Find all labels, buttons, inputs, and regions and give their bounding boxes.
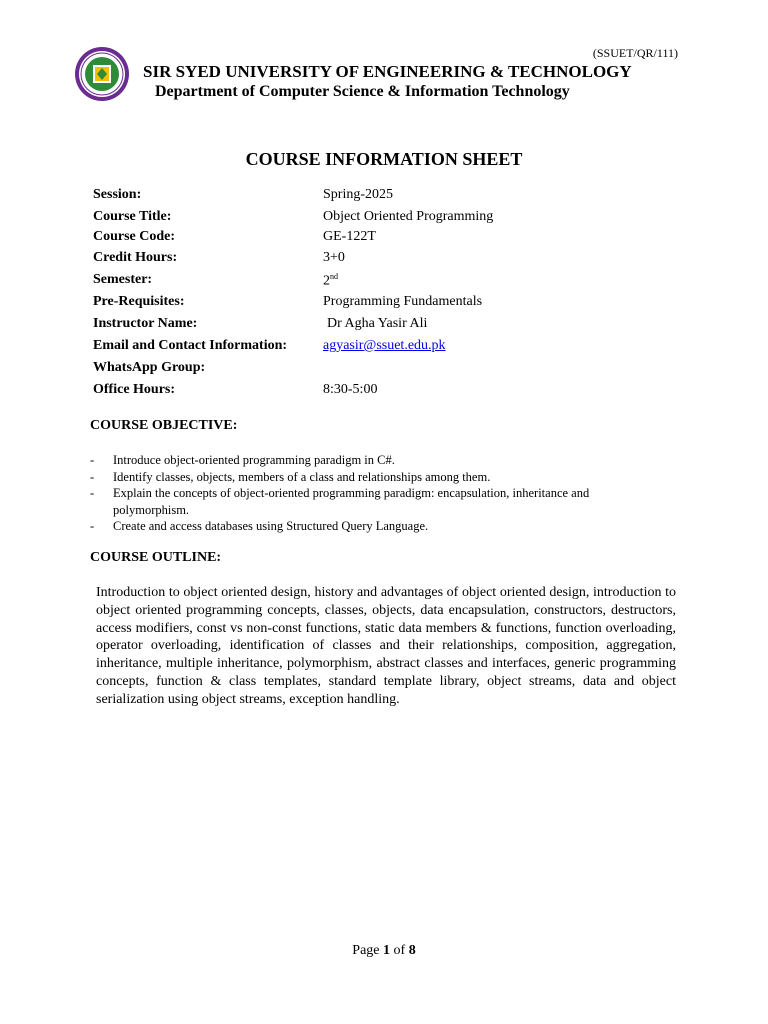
prerequisites-value: Programming Fundamentals — [323, 294, 483, 309]
whatsapp-row — [93, 360, 693, 382]
session-value: Spring-2025 — [323, 187, 393, 202]
office-hours-value: 8:30-5:00 — [323, 382, 378, 397]
whatsapp-label: WhatsApp Group: — [93, 360, 206, 375]
course-outline-text: Introduction to object oriented design, history and advantages of object oriented design, introduction to object oriented programming concepts, classes, objects, data encapsulation, constructors, destructors, access modifiers, const vs non-const functions, static data members & functions, function overloading, operator overloading, identification of classes and their relationships, composition, aggregation, inheritance, multiple inheritance, polymorphism, abstract classes and interfaces, generic programming concepts, function & class templates, standard template library, object streams, data and object serialization using object streams, exception handling. — [96, 585, 676, 707]
credit-hours-row — [93, 250, 693, 272]
prerequisites-label: Pre-Requisites: — [93, 294, 185, 309]
current-page: 1 — [383, 943, 391, 958]
university-name: SIR SYED UNIVERSITY OF ENGINEERING & TECHNOLOGY — [143, 62, 632, 81]
office-hours-label: Office Hours: — [93, 382, 176, 397]
form-reference: (SSUET/QR/111) — [592, 46, 678, 60]
list-item: - Create and access databases using Structured Query Language. — [90, 518, 650, 535]
department-name: Department of Computer Science & Information Technology — [155, 83, 570, 100]
session-label: Session: — [93, 187, 142, 202]
total-pages: 8 — [408, 943, 416, 958]
semester-suffix: nd — [330, 272, 338, 281]
page-word: Page — [352, 943, 380, 958]
course-outline-heading: COURSE OUTLINE: — [90, 550, 222, 565]
course-info-table — [93, 187, 693, 404]
semester-number: 2 — [323, 273, 330, 289]
course-objective-heading: COURSE OBJECTIVE: — [90, 418, 238, 433]
credit-hours-label: Credit Hours: — [93, 250, 178, 265]
prerequisites-row — [93, 294, 693, 316]
course-code-label: Course Code: — [93, 229, 176, 244]
semester-row — [93, 272, 693, 294]
semester-label: Semester: — [93, 272, 153, 287]
instructor-label: Instructor Name: — [93, 316, 198, 331]
course-code-value: GE-122T — [323, 229, 376, 244]
email-link[interactable]: agyasir@ssuet.edu.pk — [323, 338, 446, 353]
list-item: - Identify classes, objects, members of a class and relationships among them. — [90, 469, 650, 486]
office-hours-row — [93, 382, 693, 404]
course-title-value: Object Oriented Programming — [323, 209, 494, 224]
list-item: - Introduce object-oriented programming paradigm in C#. — [90, 452, 650, 469]
course-code-row — [93, 229, 693, 250]
instructor-value: Dr Agha Yasir Ali — [327, 316, 428, 331]
page-title: COURSE INFORMATION SHEET — [245, 149, 523, 169]
course-title-label: Course Title: — [93, 209, 172, 224]
list-item: - Explain the concepts of object-oriented programming paradigm: encapsulation, inheritance and polymorphism. — [90, 485, 650, 518]
instructor-row — [93, 316, 693, 338]
credit-hours-value: 3+0 — [323, 250, 345, 265]
email-label: Email and Contact Information: — [93, 338, 288, 353]
session-row — [93, 187, 693, 209]
page-number — [0, 943, 768, 959]
of-word: of — [393, 943, 406, 958]
email-row — [93, 338, 693, 360]
course-objective-list — [90, 452, 650, 535]
course-title-row — [93, 209, 693, 229]
semester-value — [323, 272, 338, 290]
university-seal-icon — [74, 46, 130, 102]
